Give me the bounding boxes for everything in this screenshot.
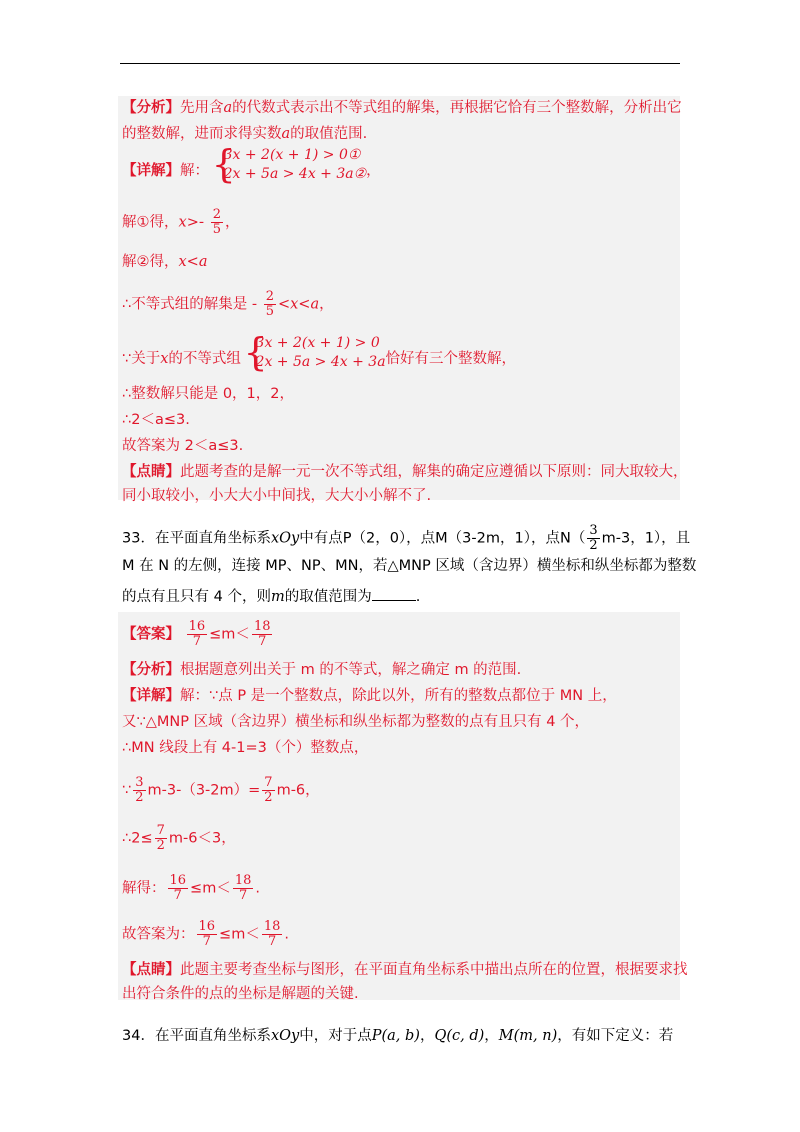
step-5: ∴整数解只能是 0，1，2， [122,386,295,402]
analysis-tag: 【分析】 [122,100,180,116]
detail-tag: 【详解】 [122,688,180,704]
fraction-18-7: $\frac{18}{7}$ [234,873,252,903]
analysis-tag: 【分析】 [122,662,180,678]
step-4: ∵关于x的不等式组 { 3x + 2(x + 1) > 0 2x + 5a > 4x + 3a 恰好有三个整数解， [122,340,516,378]
detail-33-line-4: ∵ $\frac{3}{2}$ m-3-（3-2m）= $\frac{7}{2}$ m-6， [122,775,320,805]
fraction-18-7: $\frac{18}{7}$ [253,619,271,649]
header-rule [120,63,680,64]
analysis-line-2: 的整数解，进而求得实数a的取值范围. [122,126,368,142]
fraction-18-7: $\frac{18}{7}$ [263,919,281,949]
step-7: 故答案为 2＜a≤3. [122,438,244,454]
step-1: 解①得，x>- $\frac{2}{5}$ ， [122,207,240,237]
inequality-system-2: { 3x + 2(x + 1) > 0 2x + 5a > 4x + 3a [246,334,386,372]
inequality-system: { 3x + 2(x + 1) > 0① 2x + 5a > 4x + 3a② [214,146,367,184]
comment-33-line-1: 【点睛】此题主要考查坐标与图形，在平面直角坐标系中描出点所在的位置，根据要求找 [122,962,688,978]
detail-tag: 【详解】 [122,163,180,179]
fraction-16-7: $\frac{16}{7}$ [169,873,187,903]
detail-33-line-3: ∴MN 线段上有 4-1=3（个）整数点， [122,740,369,756]
fraction-7-2: $\frac{7}{2}$ [156,823,165,853]
detail-33-line-5: ∴2≤ $\frac{7}{2}$ m-6＜3， [122,823,236,853]
answer-tag: 【答案】 [122,626,180,643]
fraction-3-2: $\frac{3}{2}$ [135,775,144,805]
question-34-line-1: 34．在平面直角坐标系xOy中，对于点P(a, b)，Q(c, d)，M(m, n)，有如下定义：若 [122,1028,674,1044]
step-3: ∴不等式组的解集是 - $\frac{2}{5}$ <x<a， [122,289,334,319]
detail-line: 【详解】解： { 3x + 2(x + 1) > 0① 2x + 5a > 4x + 3a② ， [122,152,381,190]
fraction-3-2: $\frac{3}{2}$ [589,523,598,553]
question-33-line-1: 33．在平面直角坐标系xOy中有点P（2，0），点M（3-2m，1），点N（ $\frac{3}{2}$ m-3，1），且 [122,523,691,553]
comment-tag: 【点睛】 [122,962,180,978]
final-answer-33: 故答案为： $\frac{16}{7}$ ≤m＜ $\frac{18}{7}$ . [122,919,289,949]
fraction-2-5: $\frac{2}{5}$ [265,289,274,319]
question-33-line-2: M 在 N 的左侧，连接 MP、NP、MN，若△MNP 区域（含边界）横坐标和纵坐标都为整数 [122,558,697,574]
fraction-2-5: $\frac{2}{5}$ [212,207,221,237]
comment-tag: 【点睛】 [122,464,180,480]
answer-line: 【答案】 $\frac{16}{7}$ ≤m＜ $\frac{18}{7}$ [122,619,271,649]
analysis-33: 【分析】根据题意列出关于 m 的不等式，解之确定 m 的范围. [122,662,522,678]
fraction-16-7: $\frac{16}{7}$ [198,919,216,949]
comment-line-2: 同小取较小，小大大小中间找，大大小小解不了. [122,488,432,504]
detail-33-line-1: 【详解】解：∵点 P 是一个整数点，除此以外，所有的整数点都位于 MN 上， [122,688,617,704]
fraction-16-7: $\frac{16}{7}$ [188,619,206,649]
solve-33: 解得： $\frac{16}{7}$ ≤m＜ $\frac{18}{7}$ . [122,873,260,903]
comment-33-line-2: 出符合条件的点的坐标是解题的关键. [122,986,359,1002]
step-2: 解②得，x<a [122,254,208,270]
step-6: ∴2＜a≤3. [122,412,190,428]
comment-line-1: 【点睛】此题考查的是解一元一次不等式组，解集的确定应遵循以下原则：同大取较大， [122,464,688,480]
fraction-7-2: $\frac{7}{2}$ [264,775,273,805]
answer-blank [372,586,416,601]
question-33-line-3: 的点有且只有 4 个，则m的取值范围为 . [122,586,420,607]
detail-33-line-2: 又∵△MNP 区域（含边界）横坐标和纵坐标都为整数的点有且只有 4 个， [122,714,590,730]
analysis-line-1: 【分析】先用含a的代数式表示出不等式组的解集，再根据它恰有三个整数解，分析出它 [122,100,682,116]
